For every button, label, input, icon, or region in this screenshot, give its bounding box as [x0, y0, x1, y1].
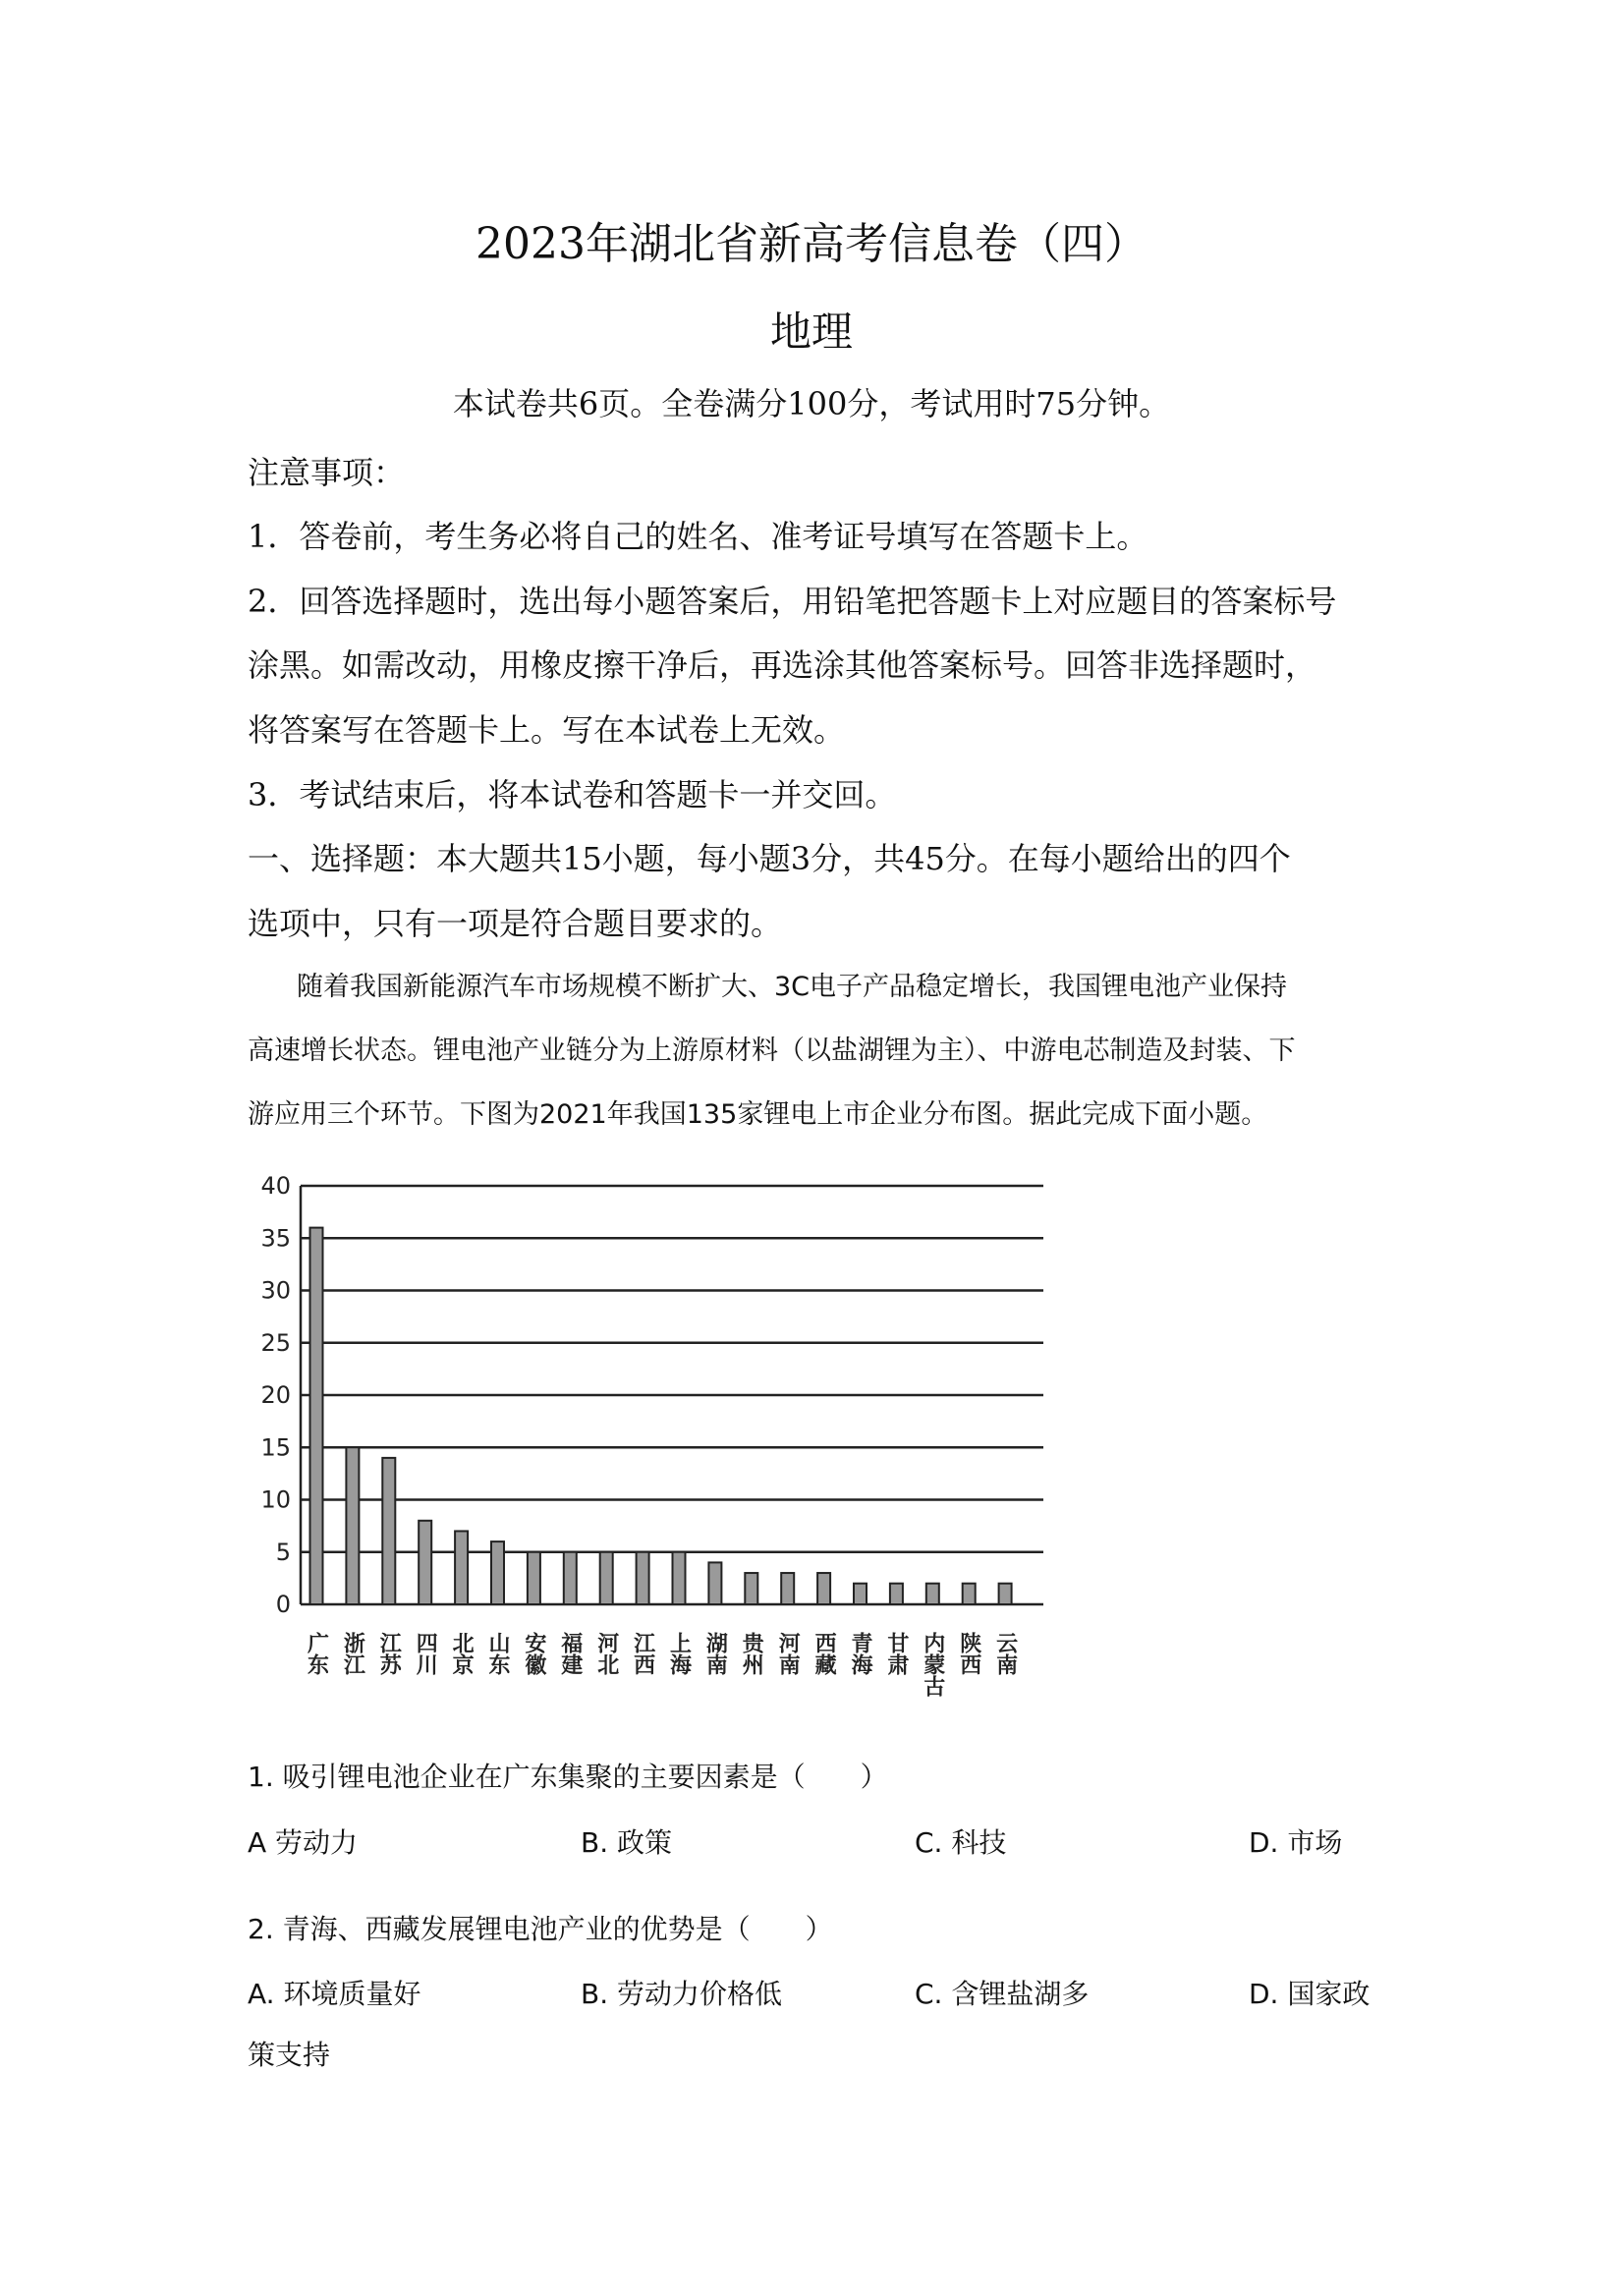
bar-3: [419, 1521, 431, 1604]
x-tick-label: 江苏: [376, 1632, 402, 1675]
notice-item-2-line-1: 2．回答选择题时，选出每小题答案后，用铅笔把答题卡上对应题目的答案标号: [248, 583, 1337, 620]
x-tick-label: 湖南: [702, 1632, 728, 1675]
y-tick-label: 15: [260, 1433, 291, 1462]
x-tick-label: 陕西: [956, 1632, 981, 1675]
x-tick-label: 上海: [666, 1632, 692, 1675]
bar-12: [745, 1573, 757, 1604]
bar-5: [491, 1541, 504, 1604]
bar-10: [673, 1552, 686, 1604]
x-tick-label: 云南: [992, 1632, 1018, 1675]
notice-item-3: 3．考试结束后，将本试卷和答题卡一并交回。: [248, 776, 897, 813]
x-tick-label: 内蒙古: [920, 1632, 945, 1697]
x-tick-label: 青海: [848, 1632, 872, 1675]
y-tick-label: 35: [260, 1224, 291, 1253]
passage-line-3: 游应用三个环节。下图为2021年我国135家锂电上市企业分布图。据此完成下面小题。: [248, 1099, 1268, 1130]
subject-title: 地理: [769, 308, 853, 356]
question-2-option-d: D. 国家政: [1249, 1978, 1371, 2010]
x-tick-label: 山东: [485, 1632, 510, 1675]
question-1-option-b: B. 政策: [581, 1826, 673, 1859]
question-1-stem: 1. 吸引锂电池企业在广东集聚的主要因素是（ ）: [248, 1761, 888, 1793]
bar-18: [963, 1584, 976, 1604]
bar-11: [708, 1562, 721, 1604]
x-tick-label: 西藏: [812, 1632, 837, 1675]
bar-14: [817, 1573, 830, 1604]
bar-6: [528, 1552, 540, 1604]
y-tick-label: 30: [260, 1276, 291, 1305]
x-tick-label: 江西: [630, 1632, 655, 1675]
y-tick-label: 25: [260, 1328, 291, 1357]
x-tick-label: 广东: [304, 1632, 329, 1675]
notice-item-2-line-3: 将答案写在答题卡上。写在本试卷上无效。: [248, 711, 846, 749]
bar-9: [637, 1552, 649, 1604]
y-tick-label: 40: [260, 1172, 291, 1200]
bar-15: [854, 1584, 867, 1604]
x-tick-label: 福建: [557, 1632, 583, 1675]
notice-item-2-line-2: 涂黑。如需改动，用橡皮擦干净后，再选涂其他答案标号。回答非选择题时，: [248, 646, 1317, 684]
chart-svg: [257, 1154, 1063, 1705]
section-heading-line-1: 一、选择题：本大题共15小题，每小题3分，共45分。在每小题给出的四个: [248, 840, 1291, 877]
x-tick-label: 河北: [593, 1632, 619, 1675]
question-2-stem: 2. 青海、西藏发展锂电池产业的优势是（ ）: [248, 1913, 833, 1945]
passage-line-1: 随着我国新能源汽车市场规模不断扩大、3C电子产品稳定增长，我国锂电池产业保持: [297, 972, 1288, 1002]
notice-item-1: 1．答卷前，考生务必将自己的姓名、准考证号填写在答题卡上。: [248, 518, 1148, 555]
y-tick-label: 5: [275, 1538, 291, 1566]
document-title: 2023年湖北省新高考信息卷（四）: [476, 219, 1147, 269]
bar-16: [890, 1584, 903, 1604]
question-2-option-b: B. 劳动力价格低: [581, 1978, 783, 2010]
bar-4: [455, 1531, 468, 1604]
x-tick-label: 河南: [775, 1632, 801, 1675]
passage-line-2: 高速增长状态。锂电池产业链分为上游原材料（以盐湖锂为主）、中游电芯制造及封装、下: [248, 1036, 1296, 1066]
bar-8: [600, 1552, 613, 1604]
bar-19: [999, 1584, 1012, 1604]
notice-heading: 注意事项：: [248, 454, 406, 491]
x-tick-label: 甘肃: [883, 1632, 909, 1675]
x-tick-label: 贵州: [739, 1632, 764, 1675]
question-2-option-c: C. 含锂盐湖多: [915, 1978, 1090, 2010]
bar-1: [346, 1447, 359, 1604]
exam-info: 本试卷共6页。全卷满分100分，考试用时75分钟。: [452, 385, 1171, 422]
bar-2: [382, 1458, 395, 1604]
y-tick-label: 20: [260, 1381, 291, 1409]
bar-0: [310, 1228, 323, 1604]
section-heading-line-2: 选项中，只有一项是符合题目要求的。: [248, 905, 783, 942]
x-tick-label: 四川: [413, 1632, 438, 1675]
question-1-option-d: D. 市场: [1249, 1826, 1343, 1859]
bar-13: [781, 1573, 794, 1604]
question-1-option-c: C. 科技: [915, 1826, 1007, 1859]
question-1-option-a: A 劳动力: [248, 1826, 359, 1859]
y-tick-label: 10: [260, 1485, 291, 1514]
x-tick-label: 浙江: [340, 1632, 365, 1675]
question-2-option-a: A. 环境质量好: [248, 1978, 421, 2010]
question-2-option-d-continued: 策支持: [248, 2039, 331, 2071]
x-tick-label: 北京: [449, 1632, 475, 1675]
y-tick-label: 0: [275, 1591, 291, 1618]
bar-chart: [257, 1154, 1063, 1705]
x-tick-label: 安徽: [521, 1632, 546, 1675]
bar-17: [926, 1584, 939, 1604]
bar-7: [564, 1552, 577, 1604]
